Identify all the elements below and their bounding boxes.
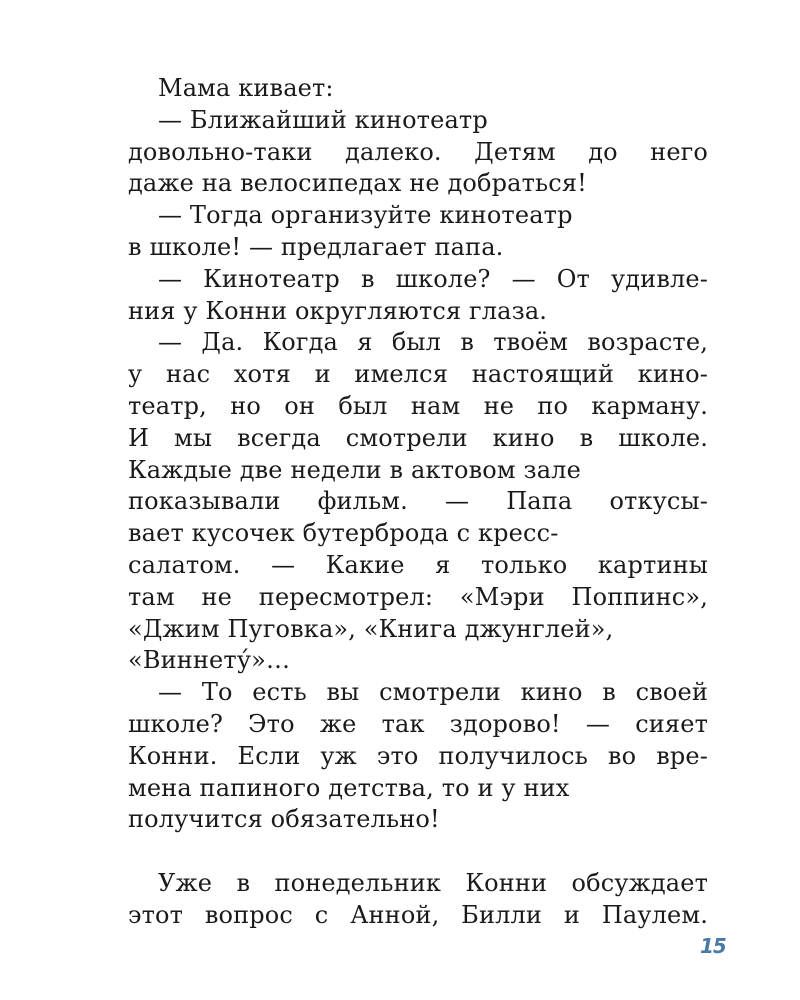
text-line: — Да. Когда я был в твоём возрасте, [158, 328, 708, 357]
text-line: Мама кивает: [158, 74, 334, 102]
text-line: — Кинотеатр в школе? — От удивле- [158, 264, 708, 293]
text-line: Каждые две недели в актовом зале [128, 455, 581, 484]
text-line: — Ближайший кинотеатр [158, 105, 488, 134]
text-line: «Виннету́»… [128, 646, 291, 675]
text-line: — Тогда организуйте кинотеатр [158, 201, 573, 230]
text-line: — То есть вы смотрели кино в своей [158, 678, 708, 707]
text-line: довольно-таки далеко. Детям до него [128, 137, 708, 166]
text-line: показывали фильм. — Папа откусы- [128, 487, 708, 516]
text-line: Конни. Если уж это получилось во вре- [128, 741, 708, 770]
text-line: вает кусочек бутерброда с кресс- [128, 519, 559, 548]
text-line: в школе! — предлагает папа. [128, 232, 504, 261]
text-line: «Джим Пуговка», «Книга джунглей», [128, 614, 614, 643]
text-line: театр, но он был нам не по карману. [128, 391, 708, 420]
text-line: мена папиного детства, то и у них [128, 773, 570, 802]
text-line: получится обязательно! [128, 805, 440, 834]
text-line: у нас хотя и имелся настоящий кино- [128, 360, 708, 389]
body-text [128, 73, 708, 932]
text-line: этот вопрос с Анной, Билли и Паулем. [128, 900, 708, 929]
page-number: 15 [700, 934, 726, 958]
text-line: Уже в понедельник Конни обсуждает [158, 868, 708, 897]
text-line: И мы всегда смотрели кино в школе. [128, 423, 708, 452]
text-line: ния у Конни округляются глаза. [128, 296, 548, 325]
text-line: салатом. — Какие я только картины [128, 550, 708, 579]
paragraph-gap [128, 836, 708, 868]
text-line: даже на велосипедах не добраться! [128, 169, 587, 198]
text-line: школе? Это же так здорово! — сияет [128, 709, 708, 738]
text-line: там не пересмотрел: «Мэри Поппинс», [128, 582, 708, 611]
